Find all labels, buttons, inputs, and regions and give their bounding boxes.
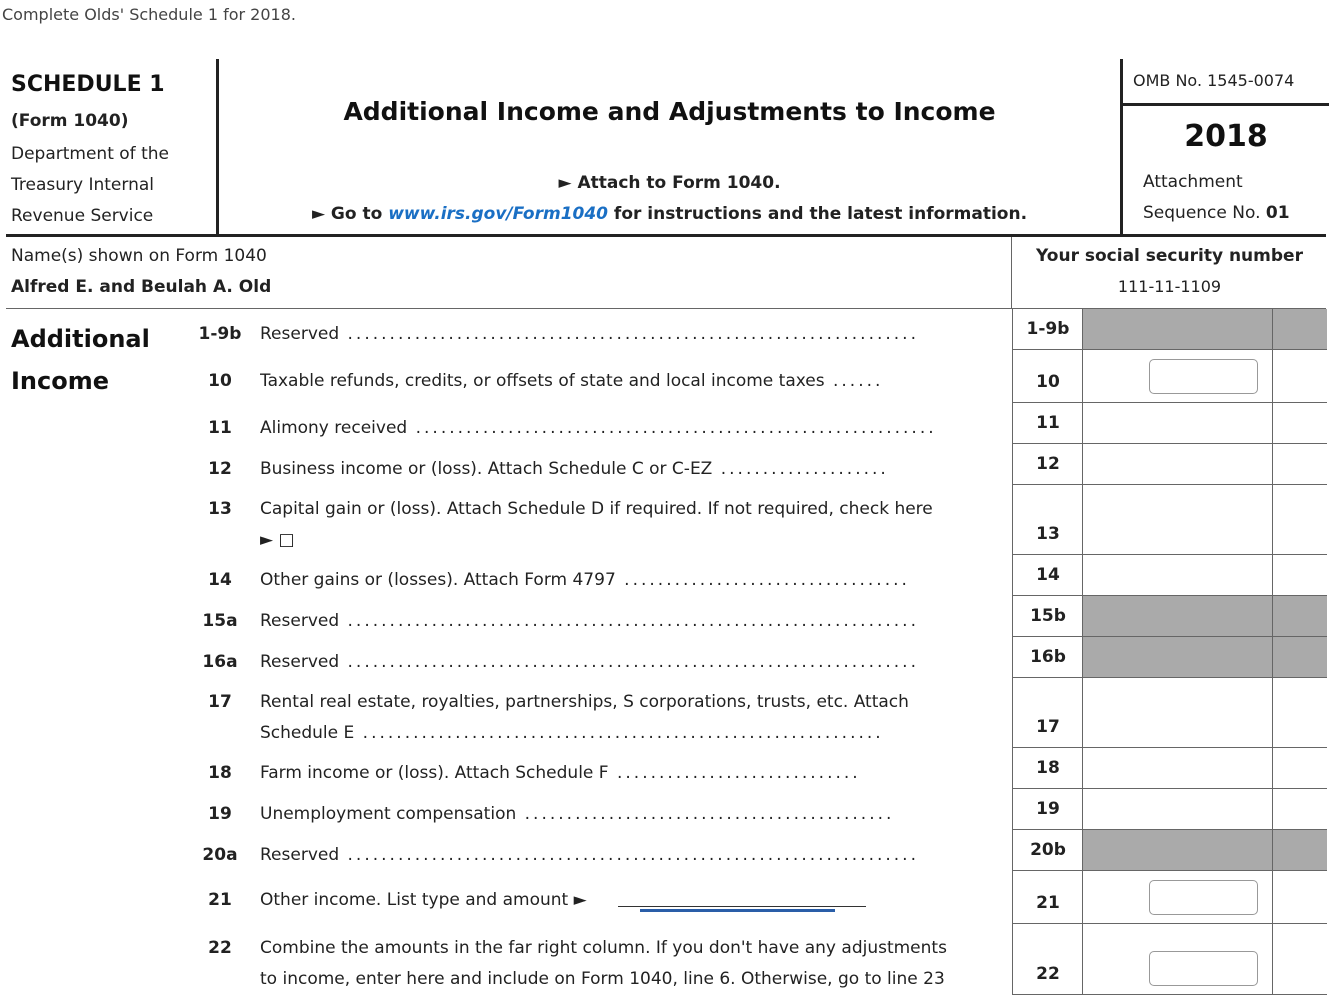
line-text: Other gains or (losses). Attach Form 4797 ..................................	[260, 570, 910, 590]
line-box-number	[1012, 830, 1082, 871]
cents-cell	[1272, 403, 1327, 444]
cents-cell	[1272, 678, 1327, 748]
line-box-number	[1012, 350, 1082, 403]
tax-year: 2018	[1184, 119, 1268, 154]
attachment-sequence	[1143, 167, 1290, 229]
line-box-number	[1012, 678, 1082, 748]
line-box-label: 21	[1036, 893, 1060, 913]
amount-cell	[1082, 924, 1272, 995]
leader-dots: ....................................................................	[339, 324, 919, 344]
shaded-amount-cell	[1082, 830, 1272, 871]
goto-suffix: for instructions and the latest information.	[608, 204, 1028, 224]
line-description	[260, 606, 1000, 637]
taxpayer-name: Alfred E. and Beulah A. Old	[11, 277, 272, 297]
header-center	[219, 59, 1120, 234]
line-description	[260, 687, 1000, 749]
line-text-continued[interactable]: ► □	[260, 530, 295, 550]
line-box-number	[1012, 555, 1082, 596]
amount-cell	[1082, 871, 1272, 924]
amount-cell	[1082, 678, 1272, 748]
line-description	[260, 319, 1000, 350]
shaded-amount-cell	[1082, 596, 1272, 637]
sequence-number: 01	[1265, 203, 1290, 223]
line-box-label: 19	[1036, 799, 1060, 819]
attach-instruction: ► Attach to Form 1040.	[558, 173, 781, 193]
line-number: 13	[208, 499, 232, 519]
line-text: Reserved ....................................................................	[260, 324, 919, 344]
line-description	[260, 647, 1000, 678]
header-right	[1120, 59, 1326, 234]
line-text: Rental real estate, royalties, partnerships, S corporations, trusts, etc. Attach	[260, 692, 909, 712]
line-text: Farm income or (loss). Attach Schedule F .............................	[260, 763, 861, 783]
form-title: Additional Income and Adjustments to Income	[343, 97, 996, 126]
section-title-line2: Income	[11, 367, 110, 395]
line-number: 10	[208, 371, 232, 391]
ssn-label: Your social security number	[1036, 246, 1303, 266]
irs-link[interactable]: www.irs.gov/Form1040	[388, 204, 609, 224]
line-box-label: 14	[1036, 565, 1060, 585]
line-number: 17	[208, 692, 232, 712]
leader-dots: ......	[824, 371, 884, 391]
line-text: Unemployment compensation ............................................	[260, 804, 895, 824]
line-box-label: 22	[1036, 964, 1060, 984]
amount-input[interactable]	[1149, 951, 1258, 986]
shaded-amount-cell	[1082, 309, 1272, 350]
ssn-value: 111-11-1109	[1117, 277, 1222, 296]
line-text: Capital gain or (loss). Attach Schedule D if required. If not required, check here	[260, 499, 933, 519]
line-description	[260, 454, 1000, 485]
leader-dots: ....................	[712, 459, 889, 479]
amount-cell	[1082, 444, 1272, 485]
line-text: Taxable refunds, credits, or offsets of state and local income taxes ......	[260, 371, 884, 391]
line-description	[260, 933, 1000, 995]
line-box-label: 16b	[1030, 647, 1066, 667]
line-description	[260, 885, 1000, 916]
line-box-number	[1012, 871, 1082, 924]
line-text: Other income. List type and amount ►	[260, 890, 587, 910]
cents-cell	[1272, 924, 1327, 995]
line-box-label: 18	[1036, 758, 1060, 778]
section-title-line1: Additional	[11, 325, 150, 353]
line-box-number	[1012, 924, 1082, 995]
line-box-number	[1012, 596, 1082, 637]
leader-dots: ............................................	[516, 804, 895, 824]
cents-cell	[1272, 748, 1327, 789]
line-description	[260, 799, 1000, 830]
line-number: 18	[208, 763, 232, 783]
header-left	[6, 59, 219, 234]
goto-instruction	[219, 204, 1120, 224]
ssn-box	[1011, 237, 1326, 309]
line-description	[260, 840, 1000, 871]
omb-number: OMB No. 1545-0074	[1133, 71, 1295, 90]
cents-cell	[1272, 596, 1327, 637]
line-text-continued: Schedule E ..............................................................	[260, 723, 884, 743]
amount-input[interactable]	[1149, 880, 1258, 915]
line-box-label: 12	[1036, 454, 1060, 474]
line-number: 19	[208, 804, 232, 824]
amount-cell	[1082, 350, 1272, 403]
line-number: 12	[208, 459, 232, 479]
leader-dots: ..............................................................	[407, 418, 937, 438]
line-description	[260, 758, 1000, 789]
line-box-label: 20b	[1030, 840, 1066, 860]
line-box-label: 10	[1036, 372, 1060, 392]
form-number: (Form 1040)	[11, 111, 129, 131]
leader-dots: ..............................................................	[354, 723, 884, 743]
sequence-line	[1143, 198, 1290, 229]
sequence-label: Sequence No.	[1143, 203, 1266, 223]
line-number: 15a	[202, 611, 238, 631]
cents-cell	[1272, 789, 1327, 830]
other-income-focus-bar	[640, 909, 835, 912]
leader-dots: ..................................	[615, 570, 910, 590]
form-header	[6, 59, 1326, 237]
line-box-number	[1012, 485, 1082, 555]
line-box-number	[1012, 748, 1082, 789]
omb-divider	[1123, 103, 1329, 106]
line-description	[260, 413, 1000, 444]
line-text: Alimony received ..............................................................	[260, 418, 937, 438]
line-box-number	[1012, 444, 1082, 485]
instruction-text: Complete Olds' Schedule 1 for 2018.	[2, 5, 296, 24]
line-text-continued: to income, enter here and include on Form 1040, line 6. Otherwise, go to line 23	[260, 969, 945, 989]
taxpayer-row	[6, 237, 1326, 309]
leader-dots: ....................................................................	[339, 845, 919, 865]
line-box-label: 17	[1036, 717, 1060, 737]
cents-cell	[1272, 830, 1327, 871]
department-name: Department of the Treasury Internal Revenue Service	[11, 144, 169, 226]
cents-cell	[1272, 350, 1327, 403]
line-number: 14	[208, 570, 232, 590]
name-label: Name(s) shown on Form 1040	[11, 246, 267, 266]
amount-cell	[1082, 789, 1272, 830]
line-box-label: 15b	[1030, 606, 1066, 626]
line-box-label: 1-9b	[1026, 319, 1070, 339]
cents-cell	[1272, 871, 1327, 924]
line-box-label: 11	[1036, 413, 1060, 433]
leader-dots: ....................................................................	[339, 611, 919, 631]
line-number: 22	[208, 938, 232, 958]
shaded-amount-cell	[1082, 637, 1272, 678]
line-number: 20a	[202, 845, 238, 865]
section-title	[11, 318, 150, 402]
other-income-field[interactable]	[618, 906, 866, 907]
line-box-number	[1012, 309, 1082, 350]
cents-cell	[1272, 555, 1327, 596]
amount-cell	[1082, 748, 1272, 789]
amount-cell	[1082, 403, 1272, 444]
line-description	[260, 494, 1000, 556]
cents-cell	[1272, 485, 1327, 555]
leader-dots: .............................	[608, 763, 861, 783]
attachment-label: Attachment	[1143, 172, 1243, 192]
line-number: 21	[208, 890, 232, 910]
leader-dots: ....................................................................	[339, 652, 919, 672]
line-box-number	[1012, 637, 1082, 678]
amount-cell	[1082, 485, 1272, 555]
line-box-number	[1012, 789, 1082, 830]
line-box-number	[1012, 403, 1082, 444]
amount-input[interactable]	[1149, 359, 1258, 394]
line-text: Combine the amounts in the far right column. If you don't have any adjustments	[260, 938, 947, 958]
line-description	[260, 366, 1000, 397]
line-text: Business income or (loss). Attach Schedule C or C-EZ ....................	[260, 459, 889, 479]
line-number: 1-9b	[198, 324, 242, 344]
line-number: 11	[208, 418, 232, 438]
line-text: Reserved ....................................................................	[260, 611, 919, 631]
line-description	[260, 565, 1000, 596]
cents-cell	[1272, 637, 1327, 678]
line-text: Reserved ....................................................................	[260, 845, 919, 865]
line-box-label: 13	[1036, 524, 1060, 544]
line-number: 16a	[202, 652, 238, 672]
goto-prefix: ► Go to	[311, 204, 389, 224]
line-text: Reserved ....................................................................	[260, 652, 919, 672]
cents-cell	[1272, 444, 1327, 485]
schedule-title: SCHEDULE 1	[11, 72, 165, 97]
cents-cell	[1272, 309, 1327, 350]
amount-cell	[1082, 555, 1272, 596]
